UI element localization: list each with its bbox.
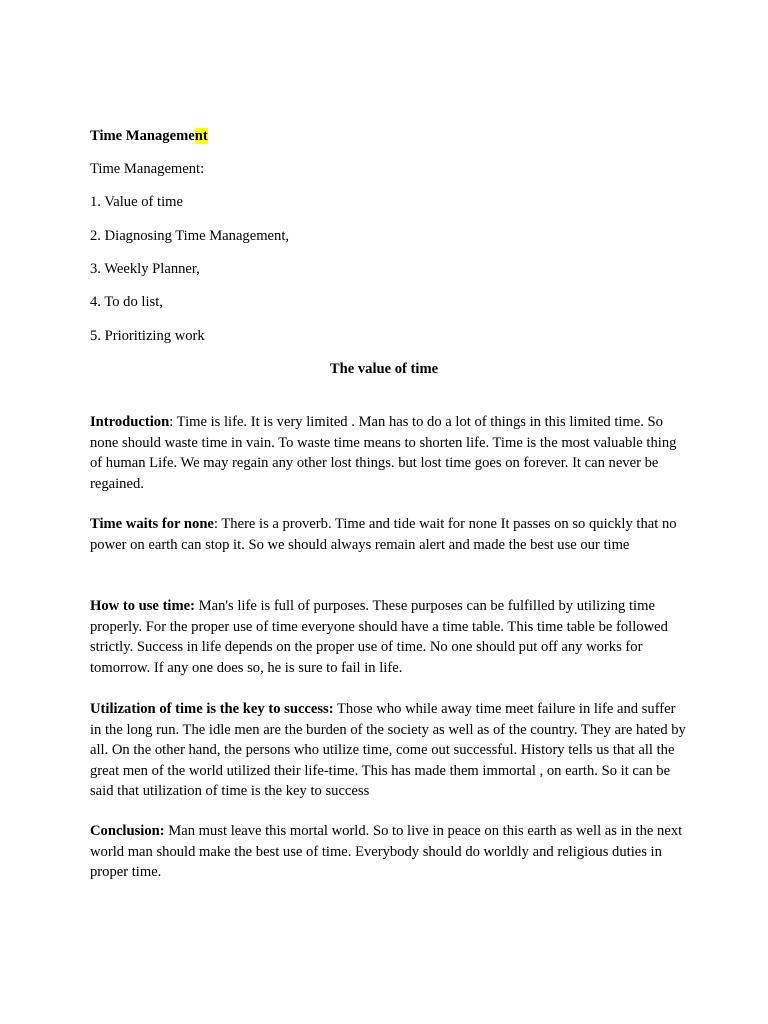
paragraph-text: There is a proverb. Time and tide wait for none It passes on so quickly that no power on earth can stop it. So we should always remain alert and made the best use our time — [90, 516, 677, 553]
subtitle: Time Management: — [90, 161, 205, 177]
outline-item: 4. To do list, — [90, 294, 163, 310]
paragraph-heading: Utilization of time is the key to success: — [90, 701, 334, 717]
paragraph-conclusion — [90, 821, 690, 883]
title-text: Time Manageme — [90, 128, 195, 144]
title-highlight: nt — [194, 128, 208, 144]
paragraph-text: Man's life is full of purposes. These purposes can be fulfilled by utilizing time properly. For the proper use of time everyone should have a time table. This time table be followed strictly. Success in life depends on the proper use of time. No one should put off any works for tomorrow. If any one does so, he is sure to fail in life. — [90, 598, 668, 676]
paragraph-heading: Conclusion: — [90, 823, 165, 839]
paragraph-text: Time is life. It is very limited . Man has to do a lot of things in this limited time. So none should waste time in vain. To waste time means to shorten life. Time is the most valuable thing of human Life. We may regain any other lost things. but lost time goes on forever. It can never be regained. — [90, 414, 677, 492]
section-heading: The value of time — [329, 361, 439, 377]
outline-item: 5. Prioritizing work — [90, 328, 205, 344]
outline-item: 1. Value of time — [90, 194, 183, 210]
paragraph-heading: Introduction — [90, 414, 170, 430]
paragraph-introduction — [90, 412, 690, 494]
paragraph-text: Man must leave this mortal world. So to live in peace on this earth as well as in the next world man should make the best use of time. Everybody should do worldly and religious duties in proper time. — [90, 823, 683, 881]
outline-item: 3. Weekly Planner, — [90, 261, 200, 277]
paragraph-heading: Time waits for none — [90, 516, 214, 532]
paragraph-text: Those who while away time meet failure in life and suffer in the long run. The idle men are the burden of the society as well as of the country. They are hated by all. On the other hand, the persons who utilize time, come out successful. History tells us that all the great men of the world utilized their life-time. This has made them immortal , on earth. So it can be said that utilization of time is the key to success — [90, 701, 686, 800]
paragraph-time-waits — [90, 514, 690, 555]
paragraph-separator: : — [169, 414, 177, 430]
paragraph-utilization — [90, 699, 690, 802]
paragraph-how-to-use — [90, 596, 690, 678]
document-title — [90, 126, 208, 146]
outline-item: 2. Diagnosing Time Management, — [90, 228, 290, 244]
paragraph-separator: : — [213, 516, 222, 532]
paragraph-heading: How to use time: — [90, 598, 195, 614]
